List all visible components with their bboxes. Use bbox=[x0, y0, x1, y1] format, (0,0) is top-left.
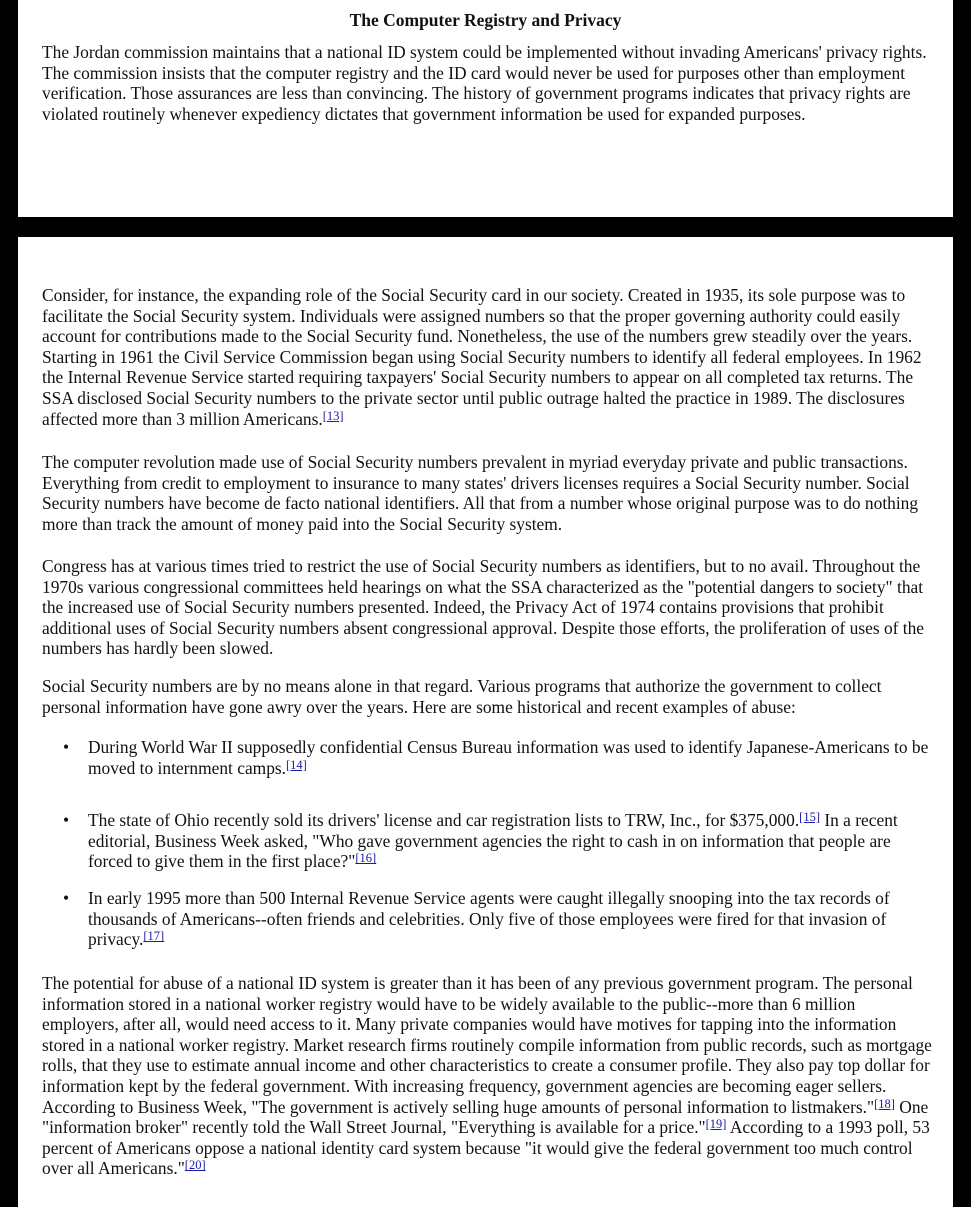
footnote-link-14[interactable]: [14] bbox=[286, 757, 307, 772]
list-item-text: The state of Ohio recently sold its drivers' license and car registration lists to TRW, Inc., for $375,000. bbox=[88, 810, 800, 830]
footnote-link-18[interactable]: [18] bbox=[874, 1096, 895, 1111]
paragraph-text: The potential for abuse of a national ID system is greater than it has been of any previous government program. The personal information stored in a national worker registry would have to be widely available to the public--more than 6 million employers, after all, would need access to it. Many private companies would have motives for tapping into the information stored in a national worker registry. Market research firms routinely compile information from public records, such as mortgage rolls, that they use to estimate annual income and other characteristics to create a consumer profile. They also pay top dollar for information kept by the federal government. With increasing frequency, government agencies are becoming eager sellers. According to Business Week, "The government is actively selling huge amounts of personal information to listmakers." bbox=[42, 973, 932, 1117]
list-item-text: In early 1995 more than 500 Internal Revenue Service agents were caught illegally snooping into the tax records of thousands of Americans--often friends and celebrities. Only five of those employees were fired for that invasion of privacy. bbox=[88, 888, 890, 950]
page-top bbox=[18, 0, 953, 217]
list-item-text: During World War II supposedly confidential Census Bureau information was used to identify Japanese-Americans to be moved to internment camps. bbox=[88, 737, 929, 778]
list-item-text: In a recent editorial, Business Week asked, "Who gave government agencies the right to cash in on information that people are forced to give them in the first place?" bbox=[88, 810, 898, 872]
section-title: The Computer Registry and Privacy bbox=[349, 10, 622, 30]
paragraph-text: Consider, for instance, the expanding role of the Social Security card in our society. Created in 1935, its sole purpose was to facilitate the Social Security system. Individuals were assigned numbers so that the proper governing authority could easily account for contributions made to the Social Security fund. Nonetheless, the use of the numbers grew steadily over the years. Starting in 1961 the Civil Service Commission began using Social Security numbers to identify all federal employees. In 1962 the Internal Revenue Service started requiring taxpayers' Social Security numbers to appear on all completed tax returns. The SSA disclosed Social Security numbers to the private sector until public outrage halted the practice in 1989. The disclosures affected more than 3 million Americans. bbox=[42, 285, 922, 429]
paragraph-computer-revolution: The computer revolution made use of Social Security numbers prevalent in myriad everyday private and public transactions. Everything from credit to employment to insurance to many states' drivers licenses requires a Social Security number. Social Security numbers have become de facto national identifiers. All that from a number whose original purpose was to do nothing more than track the amount of money paid into the Social Security system. bbox=[42, 452, 919, 534]
paragraph-congress: Congress has at various times tried to restrict the use of Social Security numbers as identifiers, but to no avail. Throughout the 1970s various congressional committees held hearings on what the SSA characterized as the "potential dangers to society" that the increased use of Social Security numbers presented. Indeed, the Privacy Act of 1974 contains provisions that prohibit additional uses of Social Security numbers absent congressional approval. Despite those efforts, the proliferation of uses of the numbers has hardly been slowed. bbox=[42, 556, 925, 659]
footnote-link-16[interactable]: [16] bbox=[355, 851, 377, 866]
paragraph-examples-intro: Social Security numbers are by no means alone in that regard. Various programs that authorize the government to collect personal information have gone awry over the years. Here are some historical and recent examples of abuse: bbox=[42, 676, 882, 717]
paragraph-ssn-history bbox=[42, 285, 934, 429]
page-main bbox=[18, 237, 953, 1207]
bullet-icon: • bbox=[63, 810, 70, 830]
footnote-link-20[interactable]: [20] bbox=[184, 1158, 206, 1173]
bullet-icon: • bbox=[63, 888, 70, 908]
footnote-link-13[interactable]: [13] bbox=[322, 408, 344, 423]
paragraph-text: One "information broker" recently told the Wall Street Journal, "Everything is available for a price." bbox=[42, 1096, 929, 1138]
footnote-link-15[interactable]: [15] bbox=[799, 810, 820, 824]
bullet-icon: • bbox=[63, 737, 70, 757]
footnote-link-17[interactable]: [17] bbox=[143, 929, 165, 944]
paragraph-potential-abuse bbox=[42, 973, 934, 1179]
intro-paragraph: The Jordan commission maintains that a national ID system could be implemented without invading Americans' privacy rights. The commission insists that the computer registry and the ID card would never be used for purposes other than employment verification. Those assurances are less than convincing. The history of government programs indicates that privacy rights are violated routinely whenever expediency dictates that government information be used for expanded purposes. bbox=[42, 42, 927, 124]
footnote-link-19[interactable]: [19] bbox=[705, 1117, 727, 1132]
paragraph-text: According to a 1993 poll, 53 percent of Americans oppose a national identity card system because "it would give the federal government too much control over all Americans." bbox=[42, 1117, 930, 1179]
